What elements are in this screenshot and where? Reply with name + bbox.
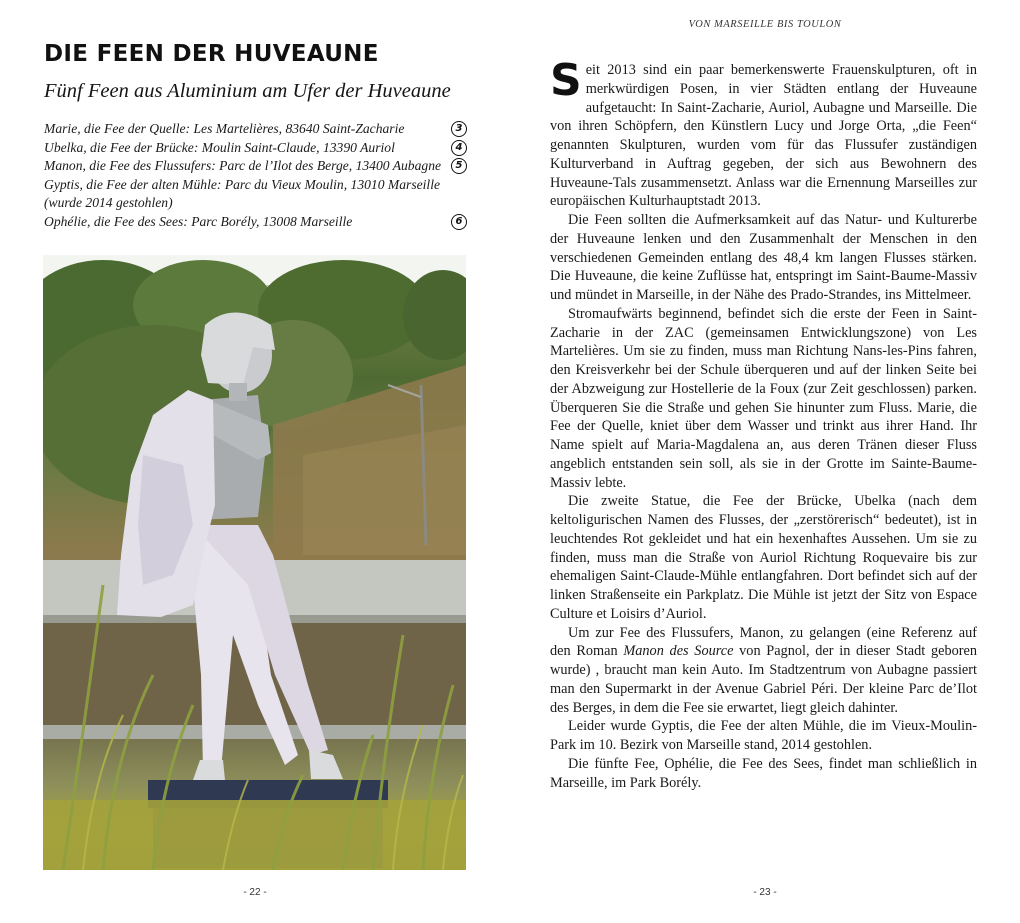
drop-cap: S — [550, 55, 582, 106]
fairy-location-text: Manon, die Fee des Flussufers: Parc de l’Ilot des Berge, 13400 Aubagne — [44, 158, 442, 174]
paragraph — [550, 55, 977, 211]
paragraph: Die zweite Statue, die Fee der Brücke, Ubelka (nach dem keltoligurischen Namen des Flusses, der „zerstörerisch“ bedeutet), ist in leuchtendes Rot gekleidet und hat ein hexenhaftes Aussehen. Um sie zu finden, muss man die Straße von Auriol Richtung Roquevaire bis zur ehemaligen Saint-Claude-Mühle entlangfahren. Dort befindet sich auf der linken Straßenseite ein Parkplatz. Die Mühle ist jetzt der Sitz von Espace Culture et Loisirs d’Auriol. — [550, 493, 977, 622]
statue-photo-illustration — [43, 255, 466, 870]
fairy-item-ophelie — [44, 213, 469, 232]
map-marker-number-icon: 5 — [451, 158, 467, 174]
chapter-title: DIE FEEN DER HUVEAUNE — [44, 41, 379, 67]
fairy-item-marie — [44, 120, 469, 139]
fairy-item-gyptis — [44, 176, 469, 213]
paragraph: Stromaufwärts beginnend, befindet sich die erste der Feen in Saint-Zacharie in der ZAC (gemeinsamen Entwicklungszone) von Les Martelières. Um sie zu finden, muss man Richtung Nans-les-Pins fahren, den Kreisverkehr bei der Schule überqueren und auf der linken Seite bei der Abzweigung zur Hostellerie de la Foux (zur Zeit geschlossen) parken. Überqueren Sie die Straße und gehen Sie hinunter zum Fluss. Marie, die Fee der Quelle, kniet über dem Wasser und trinkt aus ihrer Hand. Ihr Name spielt auf Maria-Magdalena an, aus deren Tränen dieser Fluss angeblich entstanden sein soll, als sie in der Grotte im Sainte-Baume-Massiv lebte. — [550, 305, 977, 491]
paragraph: Die fünfte Fee, Ophélie, die Fee des Sees, findet man schließlich in Marseille, im Park Borély. — [550, 755, 977, 791]
right-page — [510, 0, 1020, 923]
running-head: VON MARSEILLE BIS TOULON — [688, 19, 842, 30]
novel-title: Manon des Source — [623, 643, 734, 660]
fairy-location-note: (wurde 2014 gestohlen) — [44, 195, 173, 211]
page-number-right: - 23 - — [753, 887, 777, 898]
map-marker-number-icon: 4 — [451, 140, 467, 156]
fairy-location-list — [44, 120, 469, 232]
paragraph-text: eit 2013 sind ein paar bemerkenswerte Frauenskulpturen, oft in merkwürdigen Posen, in vier Städten entlang der Huveaune aufgetaucht: In Saint-Zacharie, Auriol, Aubagne und Marseille. Die von ihren Schöpfern, den Künstlern Lucy und Jorge Orta, „die Feen“ genannten Skulpturen, wurden vom für das Flussufer zuständigen Kulturverband in Auftrag gegeben, der sich aus Bewohnern des Huveaune-Tals zusammensetzt. Anlass war die Ernennung Marseilles zur europäischen Kulturhauptstadt 2013. — [550, 62, 977, 210]
map-marker-number-icon: 6 — [451, 214, 467, 230]
statue-photo — [43, 255, 466, 870]
fairy-location-text: Gyptis, die Fee der alten Mühle: Parc du Vieux Moulin, 13010 Marseille — [44, 176, 441, 192]
page-number-left: - 22 - — [243, 887, 267, 898]
paragraph — [550, 624, 977, 718]
paragraph: Leider wurde Gyptis, die Fee der alten Mühle, die im Vieux-Moulin-Park im 10. Bezirk von Marseille stand, 2014 gestohlen. — [550, 718, 977, 753]
article-body — [550, 55, 978, 792]
fairy-item-ubelka — [44, 139, 469, 158]
paragraph: Die Feen sollten die Aufmerksamkeit auf das Natur- und Kulturerbe der Huveaune lenken und den Zusammenhalt der Menschen in den verschiedenen Gemeinden entlang des 48,4 km langen Flusses stärken. Die Huveaune, die keine Zuflüsse hat, entspringt im Saint-Baume-Massiv und mündet in Marseille, in der Nähe des Prado-Strandes, ins Mittelmeer. — [550, 212, 977, 303]
paragraph-text: von Pagnol, der in dieser Stadt geboren wurde) , braucht man kein Auto. Im Stadtzentrum von Aubagne passiert man den Supermarkt in der Avenue Gabriel Péri. Der kleine Parc de’Ilot des Berges, in dem die Fee sie erwartet, liegt gleich dahinter. — [550, 643, 978, 716]
fairy-location-text: Ubelka, die Fee der Brücke: Moulin Saint-Claude, 13390 Auriol — [44, 139, 395, 155]
fairy-location-text: Ophélie, die Fee des Sees: Parc Borély, 13008 Marseille — [44, 213, 353, 229]
fairy-location-text: Marie, die Fee der Quelle: Les Martelières, 83640 Saint-Zacharie — [44, 121, 405, 136]
chapter-subtitle: Fünf Feen aus Aluminium am Ufer der Huveaune — [44, 80, 451, 102]
fairy-item-manon — [44, 157, 469, 176]
paragraph-text: Um zur Fee des Flussufers, Manon, zu gelangen (eine Referenz auf den Roman — [550, 624, 977, 660]
map-marker-number-icon: 3 — [451, 121, 467, 137]
